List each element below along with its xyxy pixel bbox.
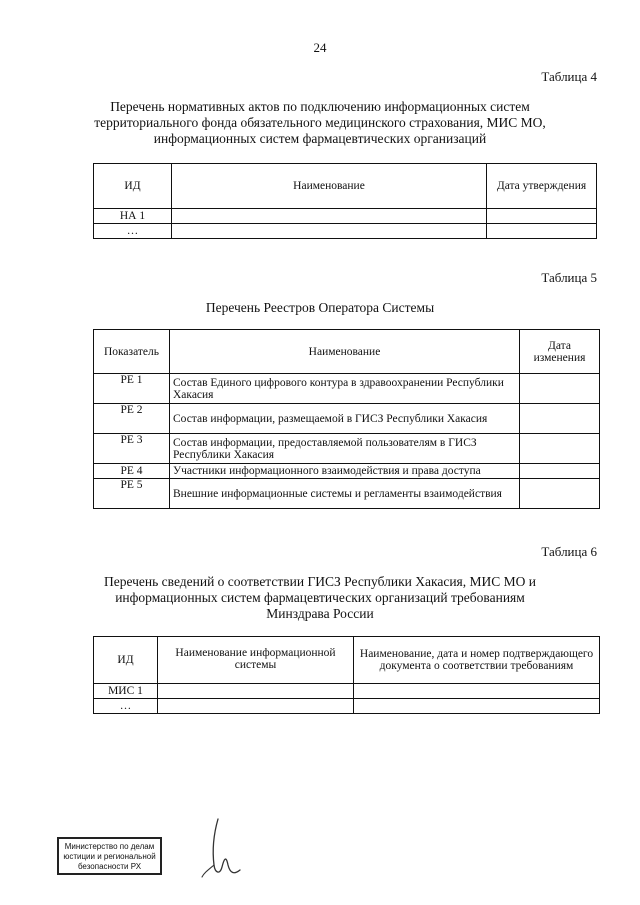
- cell-name: Участники информационного взаимодействия и права доступа: [170, 464, 520, 479]
- cell-id: …: [94, 699, 158, 714]
- table6: [93, 636, 600, 714]
- cell-name: Состав информации, предоставляемой пользователям в ГИСЗ Республики Хакасия: [170, 434, 520, 464]
- cell-document: [354, 699, 600, 714]
- table4-caption: Таблица 4: [541, 69, 597, 84]
- table-row: [94, 434, 600, 464]
- table5: [93, 329, 600, 509]
- table-row: [94, 464, 600, 479]
- cell-name: [172, 224, 487, 239]
- table6-caption: Таблица 6: [541, 544, 597, 559]
- column-header-date: Дата утверждения: [487, 164, 597, 209]
- table-header-row: [94, 637, 600, 684]
- table4: [93, 163, 597, 239]
- cell-date: [487, 224, 597, 239]
- table-row: [94, 684, 600, 699]
- table5-title-line: Перечень Реестров Оператора Системы: [205, 300, 435, 315]
- table6-title-line: Перечень сведений о соответствии ГИСЗ Республики Хакасия, МИС МО и: [103, 574, 537, 589]
- table-row: [94, 479, 600, 509]
- table4-title-line: Перечень нормативных актов по подключению информационных систем: [110, 99, 530, 114]
- cell-change-date: [520, 464, 600, 479]
- table6-title-line: информационных систем фармацевтических организаций требованиям: [115, 590, 525, 605]
- cell-document: [354, 684, 600, 699]
- cell-name: Внешние информационные системы и регламенты взаимодействия: [170, 479, 520, 509]
- table6-title-line: Минздрава России: [266, 606, 374, 621]
- table-header-row: [94, 330, 600, 374]
- cell-date: [487, 209, 597, 224]
- cell-change-date: [520, 479, 600, 509]
- table4-title-line: информационных систем фармацевтических организаций: [153, 131, 487, 146]
- signature: [200, 815, 250, 880]
- table5-caption: Таблица 5: [541, 270, 597, 285]
- cell-change-date: [520, 374, 600, 404]
- cell-system-name: [158, 699, 354, 714]
- table6-title: [60, 574, 580, 622]
- column-header-system-name: Наименование информационной системы: [158, 637, 354, 684]
- column-header-indicator: Показатель: [94, 330, 170, 374]
- table5-title: [60, 300, 580, 316]
- table-row: [94, 404, 600, 434]
- cell-indicator: РЕ 2: [94, 404, 170, 434]
- cell-name: Состав информации, размещаемой в ГИСЗ Республики Хакасия: [170, 404, 520, 434]
- table-row: [94, 224, 597, 239]
- cell-change-date: [520, 404, 600, 434]
- table4-title-line: территориального фонда обязательного медицинского страхования, МИС МО,: [94, 115, 546, 130]
- table-row: [94, 209, 597, 224]
- page-number: 24: [313, 40, 327, 55]
- stamp-line: Министерство по делам: [64, 842, 155, 851]
- table-row: [94, 699, 600, 714]
- stamp-line: юстиции и региональной: [63, 852, 156, 861]
- cell-indicator: РЕ 3: [94, 434, 170, 464]
- cell-name: [172, 209, 487, 224]
- cell-indicator: РЕ 1: [94, 374, 170, 404]
- cell-id: НА 1: [94, 209, 172, 224]
- cell-id: МИС 1: [94, 684, 158, 699]
- cell-system-name: [158, 684, 354, 699]
- cell-name: Состав Единого цифрового контура в здравоохранении Республики Хакасия: [170, 374, 520, 404]
- column-header-document: Наименование, дата и номер подтверждающего документа о соответствии требованиям: [354, 637, 600, 684]
- column-header-id: ИД: [94, 637, 158, 684]
- cell-change-date: [520, 434, 600, 464]
- column-header-id: ИД: [94, 164, 172, 209]
- column-header-change-date: Дата изменения: [520, 330, 600, 374]
- column-header-name: Наименование: [172, 164, 487, 209]
- stamp-line: безопасности РХ: [77, 862, 142, 871]
- ministry-stamp: [57, 837, 162, 875]
- cell-id: …: [94, 224, 172, 239]
- column-header-name: Наименование: [170, 330, 520, 374]
- table-header-row: [94, 164, 597, 209]
- cell-indicator: РЕ 5: [94, 479, 170, 509]
- cell-indicator: РЕ 4: [94, 464, 170, 479]
- table-row: [94, 374, 600, 404]
- table4-title: [60, 99, 580, 147]
